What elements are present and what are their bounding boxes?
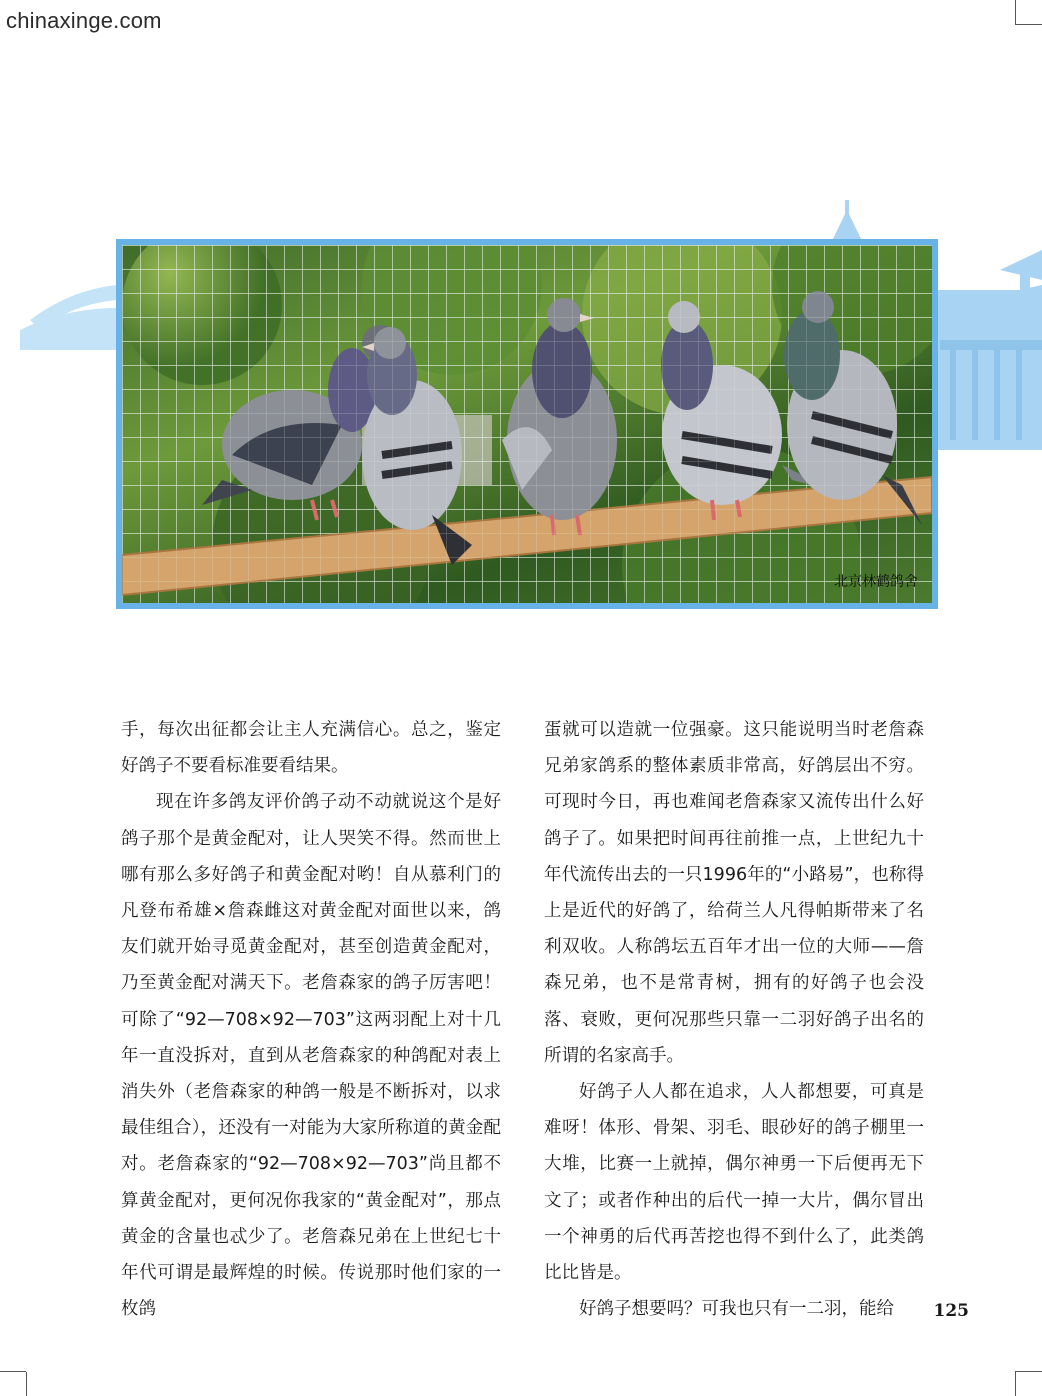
paragraph: 手，每次出征都会让主人充满信心。总之，鉴定好鸽子不要看标准要看结果。: [121, 720, 501, 777]
paragraph: 好鸽子想要吗？可我也只有一二羽，能给: [579, 1299, 894, 1320]
paragraph: 好鸽子人人都在追求，人人都想要，可真是难呀！体形、骨架、羽毛、眼砂好的鸽子棚里一大堆，比赛一上就掉，偶尔神勇一下后便再无下文了；或者作种出的后代一掉一大片，偶尔冒出一个神勇的后代再苦挖也得不到什么了，此类鸽比比皆是。: [544, 1082, 924, 1284]
site-watermark: chinaxinge.com: [6, 8, 162, 33]
crop-mark: [26, 1372, 27, 1396]
article-column-left: [121, 712, 501, 1327]
crop-mark: [1015, 0, 1016, 24]
article-column-right: [544, 712, 924, 1327]
crop-mark: [1015, 1372, 1016, 1396]
crop-mark: [1015, 24, 1042, 25]
page-number: 125: [933, 1301, 969, 1321]
crop-mark: [1015, 1371, 1042, 1372]
crop-mark: [0, 1371, 26, 1372]
photo-caption: 北京林鹤鸽舍: [834, 574, 918, 590]
pigeon-photo: [122, 245, 932, 603]
photo-frame: [116, 239, 938, 609]
pigeon-photo-illustration: [122, 245, 932, 603]
paragraph: 蛋就可以造就一位强豪。这只能说明当时老詹森兄弟家鸽系的整体素质非常高，好鸽层出不穷。可现时今日，再也难闻老詹森家又流传出什么好鸽子了。如果把时间再往前推一点，上世纪九十年代流传出去的一只1996年的“小路易”，也称得上是近代的好鸽了，给荷兰人凡得帕斯带来了名利双收。人称鸽坛五百年才出一位的大师——詹森兄弟，也不是常青树，拥有的好鸽子也会没落、衰败，更何况那些只靠一二羽好鸽子出名的所谓的名家高手。: [544, 720, 924, 1066]
paragraph: 现在许多鸽友评价鸽子动不动就说这个是好鸽子那个是黄金配对，让人哭笑不得。然而世上哪有那么多好鸽子和黄金配对哟！自从慕利门的凡登布希雄×詹森雌这对黄金配对面世以来，鸽友们就开始寻觅黄金配对，甚至创造黄金配对，乃至黄金配对满天下。老詹森家的鸽子厉害吧！可除了“92—708×92—703”这两羽配上对十几年一直没拆对，直到从老詹森家的种鸽配对表上消失外（老詹森家的种鸽一般是不断拆对，以求最佳组合），还没有一对能为大家所称道的黄金配对。老詹森家的“92—708×92—703”尚且都不算黄金配对，更何况你我家的“黄金配对”，那点黄金的含量也忒少了。老詹森兄弟在上世纪七十年代可谓是最辉煌的时候。传说那时他们家的一枚鸽: [121, 792, 501, 1320]
